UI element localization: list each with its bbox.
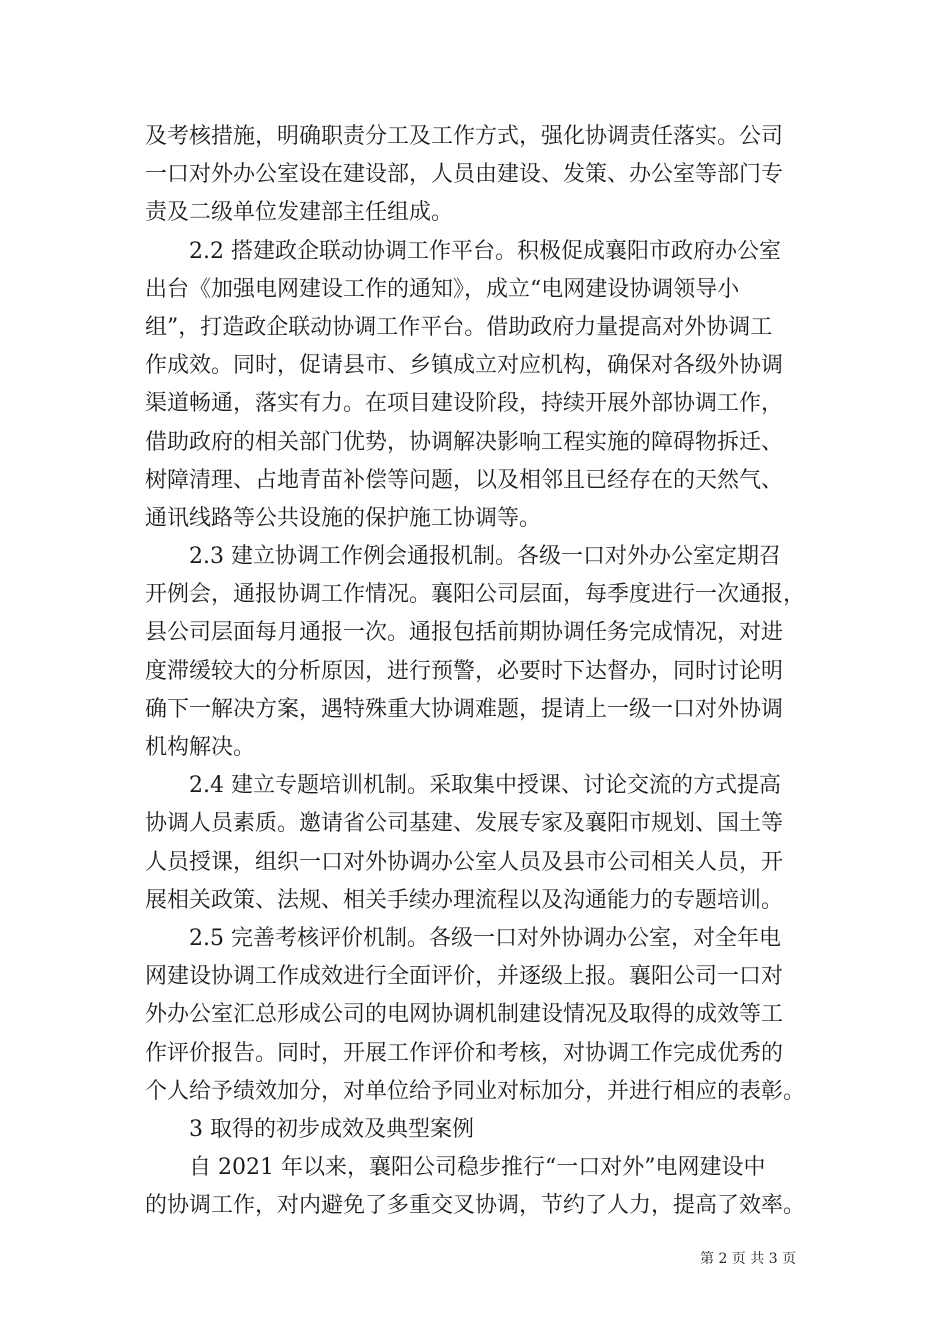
text-line: 2.5 完善考核评价机制。各级一口对外协调办公室，对全年电 — [145, 925, 781, 951]
text-line: 度滞缓较大的分析原因，进行预警，必要时下达督办，同时讨论明 — [145, 658, 784, 684]
text-line: 及考核措施，明确职责分工及工作方式，强化协调责任落实。公司 — [145, 124, 784, 149]
text-line: 渠道畅通，落实有力。在项目建设阶段，持续开展外部协调工作， — [145, 391, 784, 417]
text-line: 个人给予绩效加分，对单位给予同业对标加分，并进行相应的表彰。 — [145, 1078, 806, 1104]
text-line: 展相关政策、法规、相关手续办理流程以及沟通能力的专题培训。 — [145, 887, 784, 913]
text-line: 作成效。同时，促请县市、乡镇成立对应机构，确保对各级外协调 — [145, 353, 784, 379]
text-line: 2.4 建立专题培训机制。采取集中授课、讨论交流的方式提高 — [145, 773, 781, 799]
text-line: 机构解决。 — [145, 735, 256, 760]
text-line: 责及二级单位发建部主任组成。 — [145, 200, 454, 226]
text-line: 自 2021 年以来，襄阳公司稳步推行“一口对外”电网建设中 — [145, 1155, 766, 1181]
text-line: 树障清理、占地青苗补偿等问题，以及相邻且已经存在的天然气、 — [145, 467, 784, 493]
text-line: 2.2 搭建政企联动协调工作平台。积极促成襄阳市政府办公室 — [145, 238, 781, 264]
text-line: 2.3 建立协调工作例会通报机制。各级一口对外办公室定期召 — [145, 544, 781, 570]
text-line: 外办公室汇总形成公司的电网协调机制建设情况及取得的成效等工 — [145, 1002, 784, 1028]
text-line: 作评价报告。同时，开展工作评价和考核，对协调工作完成优秀的 — [145, 1040, 784, 1066]
text-line: 协调人员素质。邀请省公司基建、发展专家及襄阳市规划、国土等 — [145, 811, 784, 837]
text-line: 的协调工作，对内避免了多重交叉协调，节约了人力，提高了效率。 — [145, 1193, 806, 1219]
text-line: 县公司层面每月通报一次。通报包括前期协调任务完成情况，对进 — [145, 620, 784, 646]
text-line: 通讯线路等公共设施的保护施工协调等。 — [145, 505, 542, 531]
text-line: 开例会，通报协调工作情况。襄阳公司层面，每季度进行一次通报， — [145, 582, 806, 608]
text-line: 网建设协调工作成效进行全面评价，并逐级上报。襄阳公司一口对 — [145, 964, 784, 990]
document-body — [145, 118, 815, 1225]
text-line: 3 取得的初步成效及典型案例 — [145, 1116, 474, 1142]
text-line: 出台《加强电网建设工作的通知》，成立“电网建设协调领导小 — [145, 276, 740, 302]
page-footer: 第 2 页 共 3 页 — [700, 1251, 797, 1267]
text-line: 人员授课，组织一口对外协调办公室人员及县市公司相关人员，开 — [145, 849, 784, 875]
text-line: 组”，打造政企联动协调工作平台。借助政府力量提高对外协调工 — [145, 314, 773, 340]
text-line: 确下一解决方案，遇特殊重大协调难题，提请上一级一口对外协调 — [145, 696, 784, 722]
text-line: 借助政府的相关部门优势，协调解决影响工程实施的障碍物拆迁、 — [145, 429, 784, 455]
text-line: 一口对外办公室设在建设部，人员由建设、发策、办公室等部门专 — [145, 162, 784, 188]
